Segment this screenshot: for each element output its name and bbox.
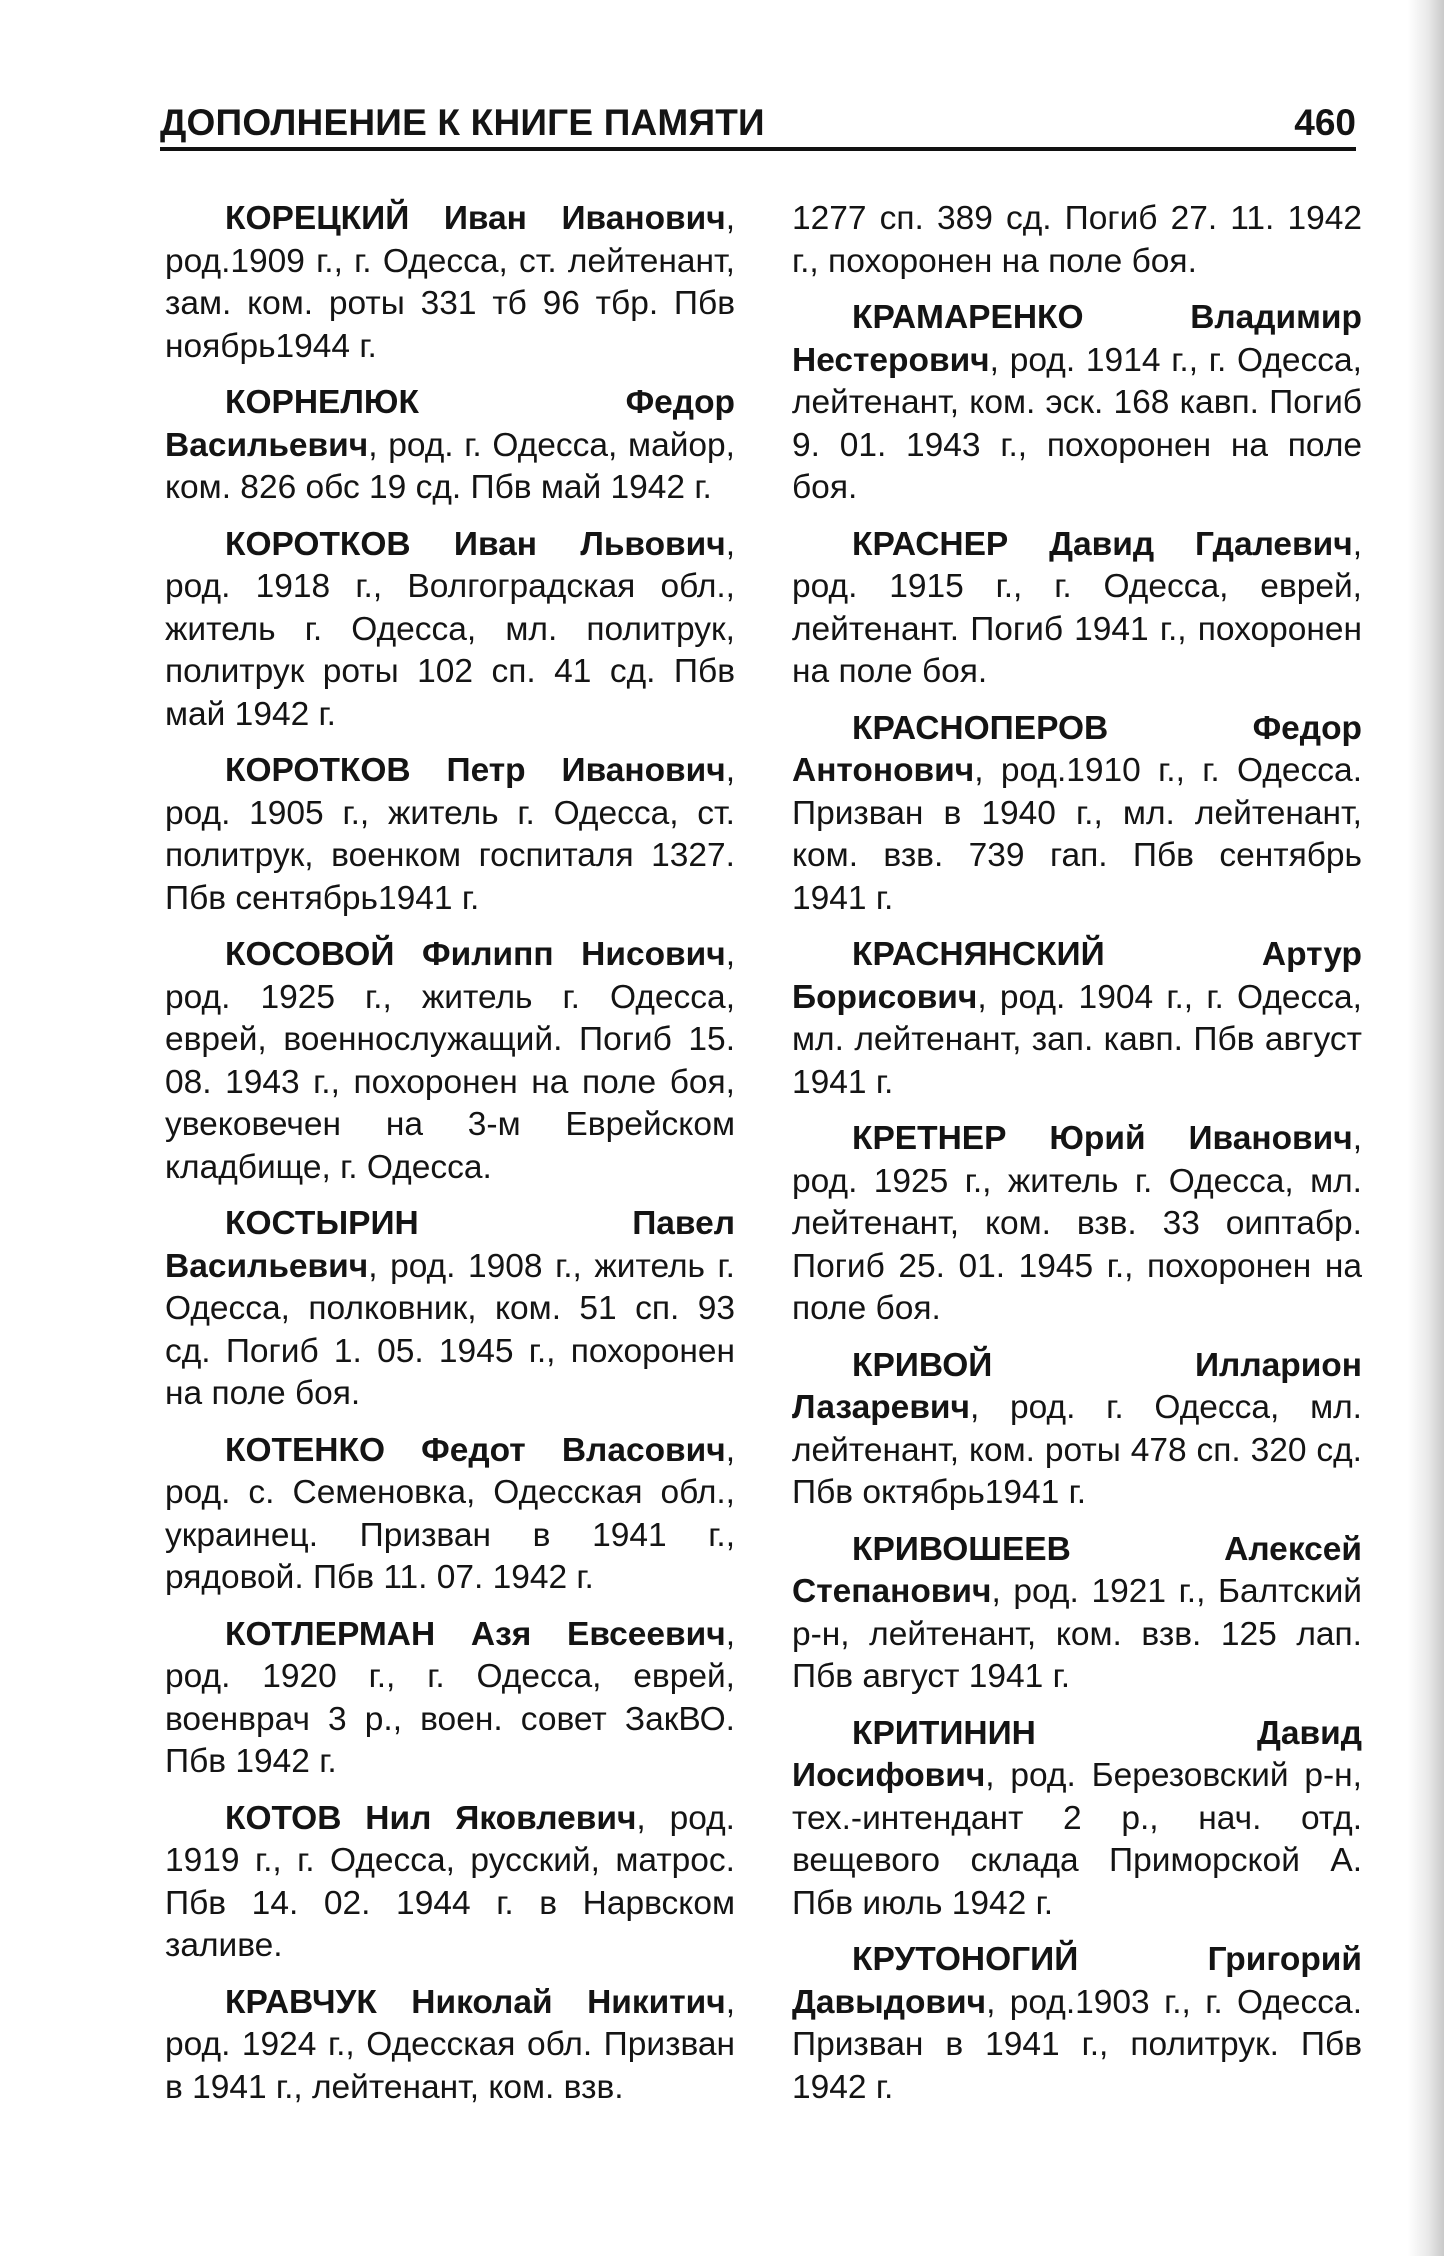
memorial-entry bbox=[165, 934, 735, 1189]
header-title: ДОПОЛНЕНИЕ К КНИГЕ ПАМЯТИ bbox=[160, 102, 765, 143]
entry-text: , род. 1925 г., житель г. Одесса, еврей, военнослужащий. Погиб 15. 08. 1943 г., похоронен на поле боя, увековечен на 3-м Еврейском кладбище, г. Одесса. bbox=[165, 936, 735, 1186]
entry-name: КОРЕЦКИЙ Иван Иванович bbox=[225, 200, 726, 237]
entry-text: , род. 1924 г., Одесская обл. Призван в 1941 г., лейтенант, ком. взв. bbox=[165, 1983, 735, 2106]
memorial-entry bbox=[792, 1529, 1362, 1699]
entry-text: , род. г. Одесса, майор, ком. 826 обс 19 сд. Пбв май 1942 г. bbox=[165, 426, 735, 506]
memorial-entry bbox=[165, 382, 735, 510]
memorial-entry bbox=[792, 708, 1362, 921]
page-edge-shadow bbox=[1408, 0, 1444, 2256]
memorial-entry bbox=[792, 297, 1362, 510]
running-header bbox=[160, 100, 1356, 146]
entry-text: , род. 1905 г., житель г. Одесса, ст. политрук, военком госпиталя 1327. Пбв сентябрь1941 г. bbox=[165, 752, 735, 917]
entry-name: КОРНЕЛЮК Федор Васильевич bbox=[165, 384, 735, 464]
entry-text: , род. 1908 г., житель г. Одесса, полковник, ком. 51 сп. 93 сд. Погиб 1. 05. 1945 г., похоронен на поле боя. bbox=[165, 1247, 735, 1412]
entry-text: , род.1909 г., г. Одесса, ст. лейтенант, зам. ком. роты 331 тб 96 тбр. Пбв ноябрь1944 г. bbox=[165, 200, 735, 365]
entry-text: , род. 1918 г., Волгоградская обл., житель г. Одесса, мл. политрук, политрук роты 102 сп. 41 сд. Пбв май 1942 г. bbox=[165, 525, 735, 733]
entry-name: КРЕТНЕР Юрий Иванович bbox=[852, 1120, 1353, 1157]
memorial-entry bbox=[165, 1203, 735, 1416]
page-number: 460 bbox=[1294, 102, 1356, 143]
entry-text: , род. 1920 г., г. Одесса, еврей, военврач 3 р., воен. совет ЗакВО. Пбв 1942 г. bbox=[165, 1615, 735, 1780]
entry-name: КРУТОНОГИЙ Григорий Давыдович bbox=[792, 1941, 1362, 2021]
entry-text: , род.1910 г., г. Одесса. Призван в 1940 г., мл. лейтенант, ком. взв. 739 гап. Пбв сентябрь 1941 г. bbox=[792, 752, 1362, 917]
memorial-entry bbox=[165, 1430, 735, 1600]
entry-name: КОРОТКОВ Иван Львович bbox=[225, 525, 726, 563]
right-column bbox=[792, 198, 1362, 2123]
entry-name: КРИВОШЕЕВ Алексей Степанович bbox=[792, 1530, 1362, 1610]
memorial-entry bbox=[792, 1118, 1362, 1331]
entry-name: КОСТЫРИН Павел Васильевич bbox=[165, 1205, 735, 1285]
entry-name: КОСОВОЙ Филипп Нисович bbox=[225, 936, 726, 973]
entry-name: КРАМАРЕНКО Владимир Нестерович bbox=[792, 299, 1362, 379]
memorial-entry bbox=[165, 1614, 735, 1784]
entry-name: КОТЛЕРМАН Азя Евсеевич bbox=[225, 1615, 726, 1653]
entry-name: КРАСНОПЕРОВ Федор Антонович bbox=[792, 709, 1362, 789]
entry-text: , род.1903 г., г. Одесса. Призван в 1941 г., политрук. Пбв 1942 г. bbox=[792, 1983, 1362, 2106]
entry-name: КОТЕНКО Федот Власович bbox=[225, 1431, 726, 1469]
entry-text: , род. 1925 г., житель г. Одесса, мл. лейтенант, ком. взв. 33 оиптабр. Погиб 25. 01. 1945 г., похоронен на поле боя. bbox=[792, 1120, 1362, 1327]
entry-name: КРАСНЕР Давид Гдалевич bbox=[852, 525, 1353, 563]
memorial-entry bbox=[792, 524, 1362, 694]
memorial-entry bbox=[792, 934, 1362, 1104]
entry-name: КРАСНЯНСКИЙ Артур Борисович bbox=[792, 936, 1362, 1016]
memorial-entry bbox=[792, 1939, 1362, 2109]
entry-text: , род. 1914 г., г. Одесса, лейтенант, ком. эск. 168 кавп. Погиб 9. 01. 1943 г., похоронен на поле боя. bbox=[792, 341, 1362, 506]
memorial-entry bbox=[165, 1982, 735, 2110]
entry-text: , род. с. Семеновка, Одесская обл., украинец. Призван в 1941 г., рядовой. Пбв 11. 07. 1942 г. bbox=[165, 1431, 735, 1596]
entry-continuation: 1277 сп. 389 сд. Погиб 27. 11. 1942 г., похоронен на поле боя. bbox=[792, 200, 1362, 280]
entry-name: КОТОВ Нил Яковлевич bbox=[225, 1799, 637, 1837]
memorial-entry bbox=[165, 750, 735, 920]
memorial-entry bbox=[165, 198, 735, 368]
entry-name: КРИВОЙ Илларион Лазаревич bbox=[792, 1346, 1362, 1426]
memorial-entry bbox=[792, 1345, 1362, 1515]
entry-text: , род. 1921 г., Балтский р-н, лейтенант, ком. взв. 125 лап. Пбв август 1941 г. bbox=[792, 1573, 1362, 1695]
entry-text: , род. 1915 г., г. Одесса, еврей, лейтенант. Погиб 1941 г., похоронен на поле боя. bbox=[792, 525, 1362, 690]
entry-name: КРАВЧУК Николай Никитич bbox=[225, 1983, 726, 2021]
entry-text: , род. Березовский р-н, тех.-интендант 2 р., нач. отд. вещевого склада Приморской А. Пбв июль 1942 г. bbox=[792, 1757, 1362, 1922]
entry-text: , род. г. Одесса, мл. лейтенант, ком. роты 478 сп. 320 сд. Пбв октябрь1941 г. bbox=[792, 1389, 1362, 1511]
entry-name: КРИТИНИН Давид Иосифович bbox=[792, 1714, 1362, 1794]
entry-name: КОРОТКОВ Петр Иванович bbox=[225, 752, 726, 789]
header-rule bbox=[160, 147, 1356, 151]
entry-text: , род. 1904 г., г. Одесса, мл. лейтенант, зап. кавп. Пбв август 1941 г. bbox=[792, 978, 1362, 1101]
entry-text: , род. 1919 г., г. Одесса, русский, матрос. Пбв 14. 02. 1944 г. в Нарвском заливе. bbox=[165, 1799, 735, 1964]
memorial-entry bbox=[792, 1713, 1362, 1926]
memorial-entry bbox=[165, 524, 735, 737]
left-column bbox=[165, 198, 735, 2123]
memorial-entry bbox=[165, 1798, 735, 1968]
